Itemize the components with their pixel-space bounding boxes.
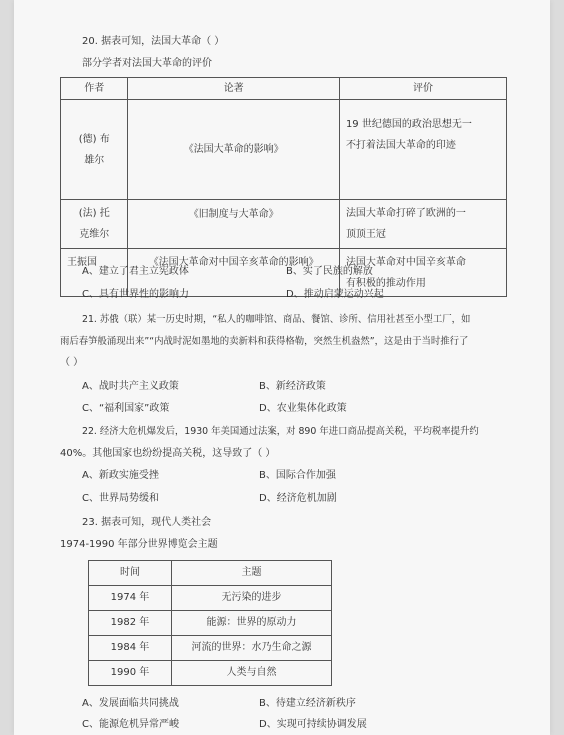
header-year: 时间	[89, 561, 172, 586]
q22-stem-line2: 40%。其他国家也纷纷提高关税，这导致了（ ）	[60, 448, 276, 459]
cell-year: 1982 年	[89, 611, 172, 636]
cell-author: (德) 布 雄尔	[61, 100, 128, 200]
cell-theme: 人类与自然	[172, 661, 332, 686]
cell-theme: 河流的世界：水乃生命之源	[172, 636, 332, 661]
cell-year: 1984 年	[89, 636, 172, 661]
cell-year: 1990 年	[89, 661, 172, 686]
table-row	[89, 661, 332, 686]
table-row	[89, 586, 332, 611]
header-author: 作者	[61, 78, 128, 100]
cell-theme: 无污染的进步	[172, 586, 332, 611]
q23-option-a[interactable]: A、发展面临共同挑战	[82, 698, 179, 709]
q21-stem-line2: 雨后春笋般涌现出来”“内战时泥如墨地的卖新料和获得格勒，突然生机盎然”，这是由于当时推行了	[60, 336, 469, 347]
q22-stem-line1: 22. 经济大危机爆发后，1930 年美国通过法案，对 890 年进口商品提高关税，平均税率提升约	[82, 426, 479, 437]
q23-table	[88, 560, 332, 686]
table-row	[61, 100, 507, 200]
cell-theme: 能源：世界的原动力	[172, 611, 332, 636]
q23-stem: 23. 据表可知，现代人类社会	[82, 517, 212, 528]
q22-option-c[interactable]: C、世界局势缓和	[82, 493, 159, 504]
cell-author: 王振国	[61, 249, 128, 297]
header-comment: 评价	[339, 78, 506, 100]
table-row	[89, 636, 332, 661]
cell-comment: 19 世纪德国的政治思想无一 不打着法国大革命的印迹	[339, 100, 506, 200]
q22-option-d[interactable]: D、经济危机加剧	[259, 493, 337, 504]
q21-option-d[interactable]: D、农业集体化政策	[259, 403, 347, 414]
q23-option-b[interactable]: B、待建立经济新秩序	[259, 698, 356, 709]
cell-year: 1974 年	[89, 586, 172, 611]
q20-table	[60, 77, 507, 297]
header-work: 论著	[128, 78, 339, 100]
q23-table-caption: 1974-1990 年部分世界博览会主题	[60, 539, 218, 550]
cell-work: 《法国大革命的影响》	[128, 100, 339, 200]
q23-option-c[interactable]: C、能源危机异常严峻	[82, 719, 179, 730]
q21-option-a[interactable]: A、战时共产主义政策	[82, 381, 179, 392]
cell-work: 《法国大革命对中国辛亥革命的影响》	[128, 249, 339, 297]
q21-stem-line3: （ ）	[60, 357, 84, 368]
q20-option-a[interactable]: A、建立了君主立宪政体	[82, 266, 189, 277]
table-header-row	[89, 561, 332, 586]
exam-page	[14, 0, 550, 735]
q20-stem: 20. 据表可知，法国大革命（ ）	[82, 36, 225, 47]
q20-option-d[interactable]: D、推动启蒙运动兴起	[286, 289, 384, 300]
cell-comment: 法国大革命打碎了欧洲的一 顶顶王冠	[339, 200, 506, 249]
q21-option-c[interactable]: C、“福利国家”政策	[82, 403, 170, 414]
q21-option-b[interactable]: B、新经济政策	[259, 381, 326, 392]
q20-option-c[interactable]: C、具有世界性的影响力	[82, 289, 189, 300]
q20-table-caption: 部分学者对法国大革命的评价	[82, 58, 212, 69]
table-row	[89, 611, 332, 636]
cell-work: 《旧制度与大革命》	[128, 200, 339, 249]
table-header-row	[61, 78, 507, 100]
q21-stem-line1: 21. 苏俄（联）某一历史时期，“私人的咖啡馆、商品、餐馆、诊所、信用社甚至小型工厂，如	[82, 314, 471, 325]
q23-option-d[interactable]: D、实现可持续协调发展	[259, 719, 367, 730]
q20-option-b[interactable]: B、实了民族的解放	[286, 266, 373, 277]
q22-option-b[interactable]: B、国际合作加强	[259, 470, 336, 481]
header-theme: 主题	[172, 561, 332, 586]
cell-author: (法) 托 克维尔	[61, 200, 128, 249]
table-row	[61, 200, 507, 249]
cell-comment: 法国大革命对中国辛亥革命 有积极的推动作用	[339, 249, 506, 297]
q22-option-a[interactable]: A、新政实施受挫	[82, 470, 159, 481]
